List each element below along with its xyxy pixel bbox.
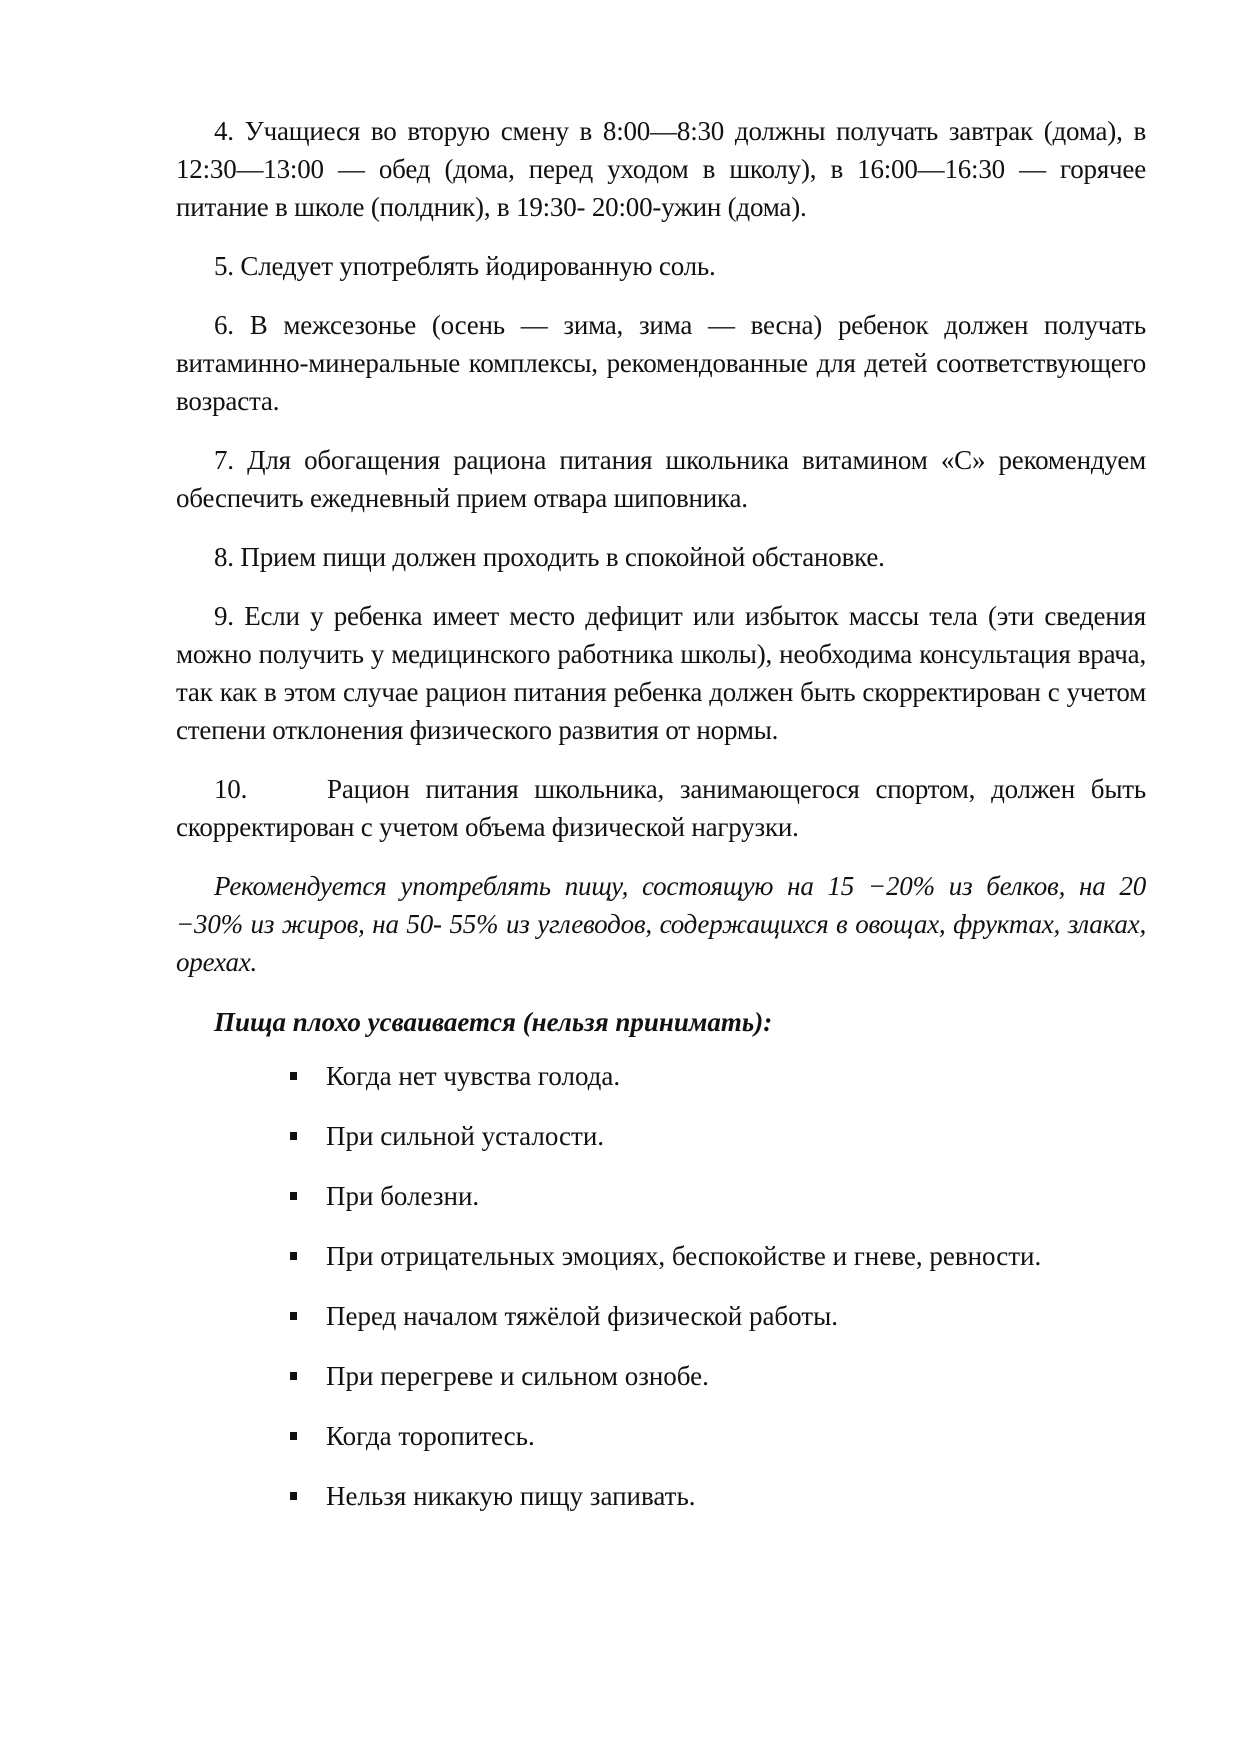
square-bullet-icon <box>290 1372 297 1380</box>
section-heading: Пища плохо усваивается (нельзя принимать): <box>214 1007 773 1037</box>
square-bullet-icon <box>290 1192 297 1200</box>
paragraph-4 <box>176 112 1146 226</box>
square-bullet-icon <box>290 1492 297 1500</box>
paragraph-text: Если у ребенка имеет место дефицит или избыток массы тела (эти сведения можно получить у медицинского работника школы), необходима консультация врача, так как в этом случае рацион питания ребенка должен быть скорректирован с учетом степени отклонения физического развития от нормы. <box>176 601 1146 745</box>
square-bullet-icon <box>290 1132 297 1140</box>
list-item: При отрицательных эмоциях, беспокойстве и гневе, ревности. <box>290 1237 1146 1275</box>
item-number: 8. <box>214 542 234 572</box>
recommendation-paragraph: Рекомендуется употреблять пищу, состоящую на 15 −20% из белков, на 20 −30% из жиров, на 50- 55% из углеводов, содержащихся в овощах, фруктах, злаках, орехах. <box>176 871 1146 977</box>
square-bullet-icon <box>290 1432 297 1440</box>
list-item: При болезни. <box>290 1177 1146 1215</box>
item-number: 5. <box>214 251 234 281</box>
list-item: Перед началом тяжёлой физической работы. <box>290 1297 1146 1335</box>
item-number: 4. <box>214 116 234 146</box>
bullet-list <box>176 1057 1146 1515</box>
item-number: 7. <box>214 445 234 475</box>
list-item: Нельзя никакую пищу запивать. <box>290 1477 1146 1515</box>
paragraph-text: Прием пищи должен проходить в спокойной обстановке. <box>240 542 885 572</box>
paragraph-text: Следует употреблять йодированную соль. <box>240 251 716 281</box>
paragraph-text: Рацион питания школьника, занимающегося спортом, должен быть скорректирован с учетом объема физической нагрузки. <box>176 774 1146 842</box>
list-item: Когда нет чувства голода. <box>290 1057 1146 1095</box>
list-item: При сильной усталости. <box>290 1117 1146 1155</box>
square-bullet-icon <box>290 1252 297 1260</box>
document-page <box>176 112 1146 1537</box>
list-item: Когда торопитесь. <box>290 1417 1146 1455</box>
paragraph-6 <box>176 306 1146 420</box>
item-number: 9. <box>214 601 234 631</box>
paragraph-text: Для обогащения рациона питания школьника витамином «С» рекомендуем обеспечить ежедневный прием отвара шиповника. <box>176 445 1146 513</box>
square-bullet-icon <box>290 1072 297 1080</box>
paragraph-text: В межсезонье (осень — зима, зима — весна) ребенок должен получать витаминно-минеральные комплексы, рекомендованные для детей соответствующего возраста. <box>176 310 1146 416</box>
item-number: 6. <box>214 310 234 340</box>
paragraph-7 <box>176 441 1146 517</box>
paragraph-10 <box>176 770 1146 846</box>
list-item: При перегреве и сильном ознобе. <box>290 1357 1146 1395</box>
square-bullet-icon <box>290 1312 297 1320</box>
paragraph-text: Учащиеся во вторую смену в 8:00—8:30 должны получать завтрак (дома), в 12:30—13:00 — обед (дома, перед уходом в школу), в 16:00—16:30 — горячее питание в школе (полдник), в 19:30- 20:00-ужин (дома). <box>176 116 1146 222</box>
paragraph-9 <box>176 597 1146 749</box>
item-number: 10. <box>214 774 248 804</box>
paragraph-8 <box>176 538 1146 576</box>
paragraph-5 <box>176 247 1146 285</box>
